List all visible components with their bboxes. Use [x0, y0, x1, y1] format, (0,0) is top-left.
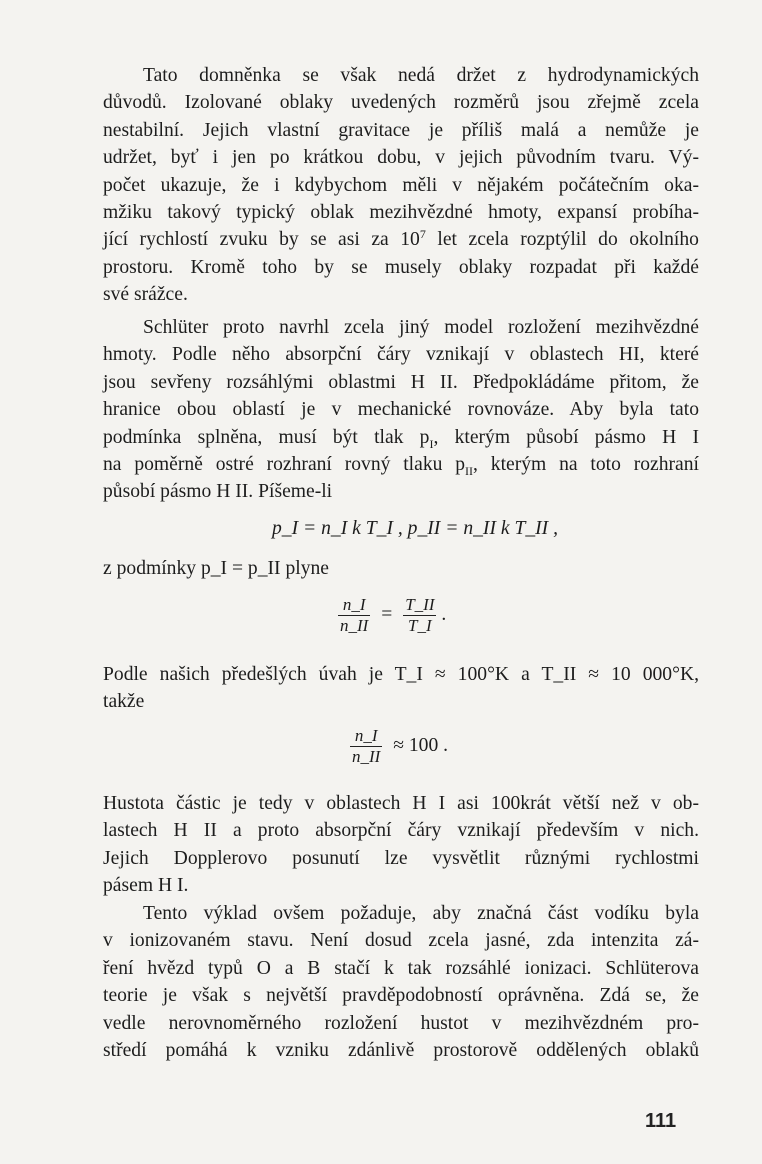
text-line: nestabilní. Jejich vlastní gravitace je příliš malá a nemůže je	[103, 119, 699, 141]
text-fragment: , kterým na toto rozhraní	[473, 453, 699, 475]
paragraph-5	[103, 900, 699, 1064]
text-line: pásem H I.	[103, 875, 189, 897]
text-line: z podmínky p_I = p_II plyne	[103, 558, 329, 579]
numerator: T_II	[405, 595, 435, 614]
equation-pressure	[272, 518, 558, 540]
text-line: Tento výklad ovšem požaduje, aby značná část vodíku byla	[143, 903, 699, 924]
text-line: své srážce.	[103, 284, 188, 306]
text-line: Jejich Dopplerovo posunutí lze vysvětlit různými rychlostmi	[103, 847, 699, 869]
fraction-density	[338, 595, 370, 636]
period: .	[441, 604, 447, 625]
page-number: 111	[645, 1110, 677, 1132]
text-line: Schlüter proto navrhl zcela jiný model rozložení mezihvězdné	[143, 317, 699, 338]
text-line: Podle našich předešlých úvah je T_I ≈ 100°K a T_II ≈ 10 000°K,	[103, 664, 699, 685]
text-fragment: let zcela rozptýlil do okolního	[425, 229, 699, 251]
text-line: Tato domněnka se však nedá držet z hydrodynamických	[143, 65, 699, 86]
paragraph-1	[103, 62, 699, 309]
text-line: působí pásmo H II. Píšeme-li	[103, 481, 333, 503]
numerator: n_I	[338, 595, 370, 616]
text-line	[103, 226, 699, 253]
text-line	[103, 451, 699, 478]
text-fragment: jící rychlostí zvuku by se asi za 10	[103, 229, 420, 251]
exponent: 7	[419, 227, 426, 242]
text-line: ření hvězd typů O a B stačí k tak rozsáhlé ionizaci. Schlüterova	[103, 957, 699, 979]
text-line: mžiku takový typický oblak mezihvězdné hmoty, expansí probíha-	[103, 201, 699, 223]
denominator: n_II	[352, 747, 381, 766]
denominator: n_II	[340, 616, 369, 635]
paragraph-2	[103, 314, 699, 506]
text-line: jsou sevřeny rozsáhlými oblastmi H II. Předpokládáme přitom, že	[103, 371, 699, 393]
text-line: důvodů. Izolované oblaky uvedených rozměrů jsou zřejmě zcela	[103, 92, 699, 114]
text-line: udržet, byť i jen po krátkou dobu, v jejich původním tvaru. Vý-	[103, 147, 699, 169]
denominator: T_I	[408, 616, 432, 635]
text-line: takže	[103, 691, 145, 713]
equation-ratio	[338, 595, 446, 636]
text-line: teorie je však s největší pravděpodobností oprávněna. Zdá se, že	[103, 985, 699, 1007]
text-line	[103, 424, 699, 451]
subscript: II	[465, 463, 474, 478]
text-line: hmoty. Podle něho absorpční čáry vznikají v oblastech HI, které	[103, 344, 699, 366]
subscript: I	[429, 436, 434, 451]
equation-text: p_I = n_I k T_I , p_II = n_II k T_II ,	[272, 518, 559, 539]
fraction-temperature	[403, 595, 436, 636]
equals-sign: =	[381, 604, 393, 625]
condition-line	[103, 558, 329, 580]
equation-result	[350, 726, 448, 767]
text-line: lastech H II a proto absorpční čáry vznikají především v nich.	[103, 820, 699, 842]
text-line: hranice obou oblastí je v mechanické rovnováze. Aby byla tato	[103, 399, 699, 421]
fraction-density	[350, 726, 382, 767]
text-line: počet ukazuje, že i kdybychom měli v nějakém počátečním oka-	[103, 174, 699, 196]
text-fragment: , kterým působí pásmo H I	[433, 426, 700, 448]
text-line: prostoru. Kromě toho by se musely oblaky rozpadat při každé	[103, 256, 699, 278]
text-line: vedle nerovnoměrného rozložení hustot v mezihvězdném pro-	[103, 1012, 699, 1034]
text-line: Hustota částic je tedy v oblastech H I asi 100krát větší než v ob-	[103, 793, 699, 814]
text-fragment: podmínka splněna, musí být tlak p	[103, 426, 430, 448]
text-line: v ionizovaném stavu. Není dosud zcela jasné, zda intenzita zá-	[103, 930, 699, 952]
paragraph-3	[103, 661, 699, 716]
paragraph-4	[103, 790, 699, 900]
text-line: středí pomáhá k vzniku zdánlivě prostorově oddělených oblaků	[103, 1039, 699, 1061]
approx-value: ≈ 100 .	[393, 735, 449, 756]
text-fragment: na poměrně ostré rozhraní rovný tlaku p	[103, 453, 466, 475]
numerator: n_I	[350, 726, 382, 747]
